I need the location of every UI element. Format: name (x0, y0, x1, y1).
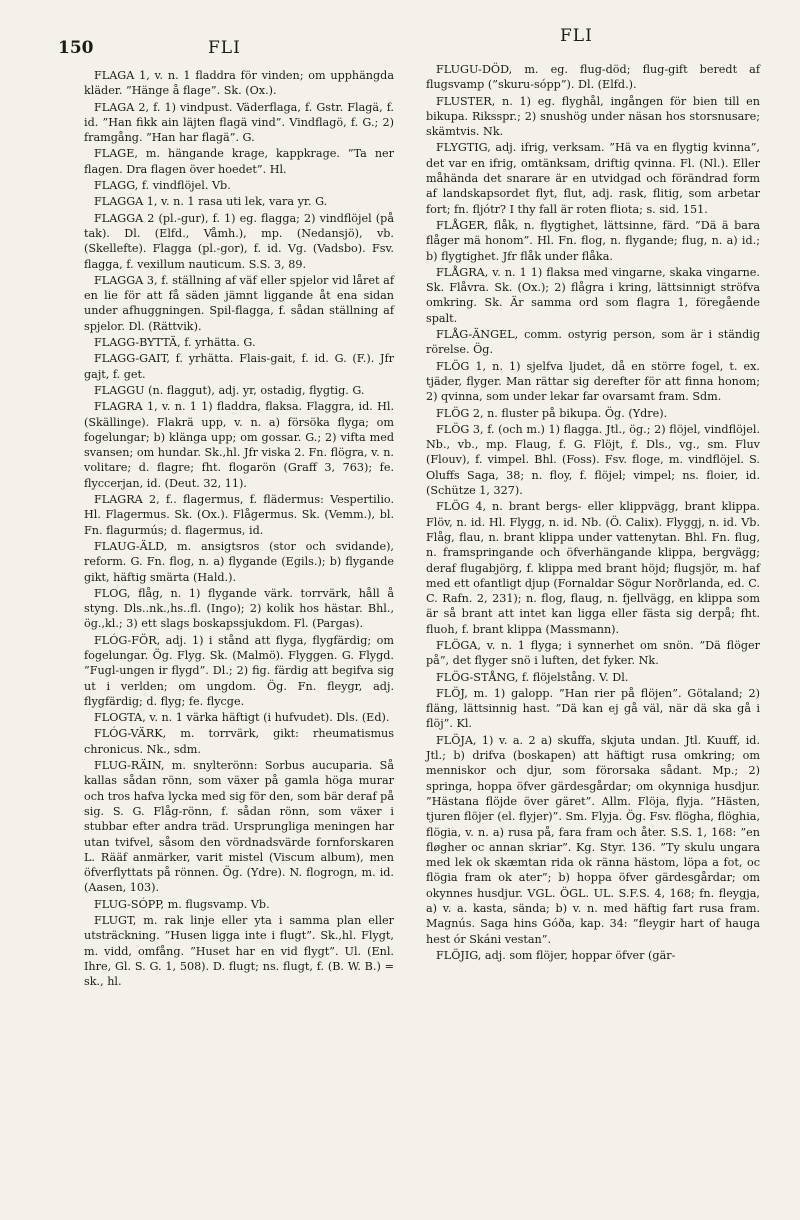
dictionary-entry: FLAGRA 2, f.. flagermus, f. flädermus: Vespertilio. Hl. Flagermus. Sk. (Ox.). Flågermus. Sk. (Vemm.), bl. Fn. flagurmús; d. flagermus, id. (84, 493, 394, 537)
running-headword-left: FLI (208, 38, 241, 58)
dictionary-entry: FLÖJ, m. 1) galopp. ”Han rier på flöjen”. Götaland; 2) fläng, lättsinnig hast. ”Dä kan ej gå väl, när dä ska gå i flöj”. Kl. (426, 686, 760, 731)
dictionary-entry: FLÖG 2, n. fluster på bikupa. Ög. (Ydre). (436, 406, 668, 420)
dictionary-entry: FLÅG-ÄNGEL, comm. ostyrig person, som är i ständig rörelse. Ög. (426, 328, 760, 357)
dictionary-entry: FLÖG-STÅNG, f. flöjelstång. V. Dl. (436, 670, 629, 684)
dictionary-entry: FLUGU-DÖD, m. eg. flug-död; flug-gift beredt af flugsvamp (”skuru-sópp”). Dl. (Elfd.). (426, 63, 760, 92)
dictionary-entry: FLAGGA 1, v. n. 1 rasa uti lek, vara yr. G. (94, 195, 328, 209)
right-column (426, 62, 760, 964)
dictionary-entry: FLÖJA, 1) v. a. 2 a) skuffa, skjuta undan. Jtl. Kuuff, id. Jtl.; b) drifva (boskapen) att häftigt rusa omkring; om menniskor och djur, som förorsaka sådant. Mp.; 2) springa, hoppa öfver gärdesgårdar; om okynniga husdjur. ”Hästana flöjde över gäret”. Allm. Flöja, flyja. ”Hästen, tjuren flöjer (el. flyjer)”. Sm. Flyja. Ög. Fsv. flögha, flöghia, flögia, v. n. a) rusa på, fara fram och åter. S.S. 1, 168: ”en fløgher oc annan skriar”. Kg. Styr. 136. ”Ty skulu ungara med lek ok skæmtan rida ok ränna hästom, löpa a fot, oc flögia fram ok ater”; b) hoppa öfver gärdesgårdar; om okynnes husdjur. VGL. ÖGL. UL. S.F.S. 4, 168; fn. fleygja, a) v. a. kasta, sända; b) v. n. med häftig fart rusa fram. Magnús. Saga hins Góða, kap. 34: ”fleygir hart of hauga hest ór Skáni vestan”. (426, 733, 760, 946)
dictionary-entry: FLÓG-FÖR, adj. 1) i stånd att flyga, flygfärdig; om fogelungar. Ög. Flyg. Sk. (Malmö). Flyggen. G. Flygd. ”Fugl-ungen ir flygd”. Dl.; 2) fig. färdig att begifva sig ut i verlden; om ungdom. Ög. Fn. fleygr, adj. flygfärdig; d. flyg; fe. flycge. (84, 633, 394, 708)
page-number: 150 (58, 38, 94, 58)
dictionary-entry: FLAGRA 1, v. n. 1 1) fladdra, flaksa. Flaggra, id. Hl. (Skällinge). Flakrä upp, v. n. a) försöka flyga; om fogelungar; b) klänga upp; om gossar. G.; 2) vifta med svansen; om hundar. Sk.,hl. Jfr viska 2. Fn. flögra, v. n. volitare; d. flagre; fht. flogarön (Graff 3, 763); fe. flyccerjan, id. (Deut. 32, 11). (84, 400, 394, 490)
dictionary-entry: FLOGTA, v. n. 1 värka häftigt (i hufvudet). Dls. (Ed). (94, 711, 390, 725)
dictionary-entry: FLAGGA 3, f. ställning af väf eller spjelor vid låret af en lie för att få säden jämnt liggande åt ena sidan under afhuggningen. Spil-flagga, f. sådan ställning af spjelor. Dl. (Rättvik). (84, 273, 394, 333)
dictionary-entry: FLAGG-BYTTÄ, f. yrhätta. G. (94, 336, 256, 350)
dictionary-entry: FLAGA 1, v. n. 1 fladdra för vinden; om upphängda kläder. ”Hänge å flage”. Sk. (Ox.). (84, 69, 394, 98)
left-column (84, 68, 394, 991)
dictionary-entry: FLÖG 4, n. brant bergs- eller klippvägg, brant klippa. Flöv, n. id. Hl. Flygg, n. id. Nb. (Ö. Calix). Flyggj, n. id. Vb. Flåg, flau, n. brant klippa under vattenytan. Bhl. Fn. flug, n. framspringande och öfverhängande klippa, bergvägg; deraf flugabjörg, f. klippa med brant höjd; flugsjör, m. haf med ett ofantligt djup (Fornaldar Sögur Norðrlanda, ed. C. C. Rafn. 2, 231); n. flog, flaug, n. fjellvägg, en klippa som är så brant att intet kan ligga eller fästa sig derpå; fht. fluoh, f. brant klippa (Massmann). (426, 500, 760, 636)
dictionary-entry: FLAGGU (n. flaggut), adj. yr, ostadig, flygtig. G. (94, 383, 365, 397)
dictionary-entry: FLUG-RÄIN, m. snylterönn: Sorbus aucuparia. Så kallas sådan rönn, som växer på gamla höga murar och tros hafva lycka med sig för den, som bär deraf på sig. S. G. Flåg-rönn, f. sådan rönn, som växer i stubbar efter andra träd. Ursprungliga meningen har utan tvifvel, såsom den vördnadsvärde fornforskaren L. Rääf anmärker, varit mistel (Viscum album), men öfverflyttats på rönnen. Ög. (Ydre). N. flogrogn, m. id. (Aasen, 103). (84, 759, 394, 895)
dictionary-entry: FLÖG 1, n. 1) sjelfva ljudet, då en större fogel, t. ex. tjäder, flyger. Man rättar sig derefter för att finna honom; 2) qvinna, som under lekar far ovarsamt fram. Sdm. (426, 359, 760, 404)
dictionary-entry: FLUGT, m. rak linje eller yta i samma plan eller utsträckning. ”Husen ligga inte i flugt”. Sk.,hl. Flygt, m. vidd, omfång. ”Huset har en vid flygt”. Ul. (Enl. Ihre, Gl. S. G. 1, 508). D. flugt; ns. flugt, f. (B. W. B.) = sk., hl. (84, 914, 394, 989)
dictionary-entry: FLAGA 2, f. 1) vindpust. Väderflaga, f. Gstr. Flagä, f. id. ”Han fikk ain läjten flagä vind”. Vindflagö, f. G.; 2) framgång. ”Han har flagä”. G. (84, 100, 394, 145)
dictionary-entry: FLÖGA, v. n. 1 flyga; i synnerhet om snön. ”Dä flöger på”, det flyger snö i luften, det fyker. Nk. (426, 638, 760, 668)
dictionary-entry: FLAGE, m. hängande krage, kappkrage. ”Ta ner flagen. Dra flagen över hoedet”. Hl. (84, 147, 394, 176)
dictionary-entry: FLÅGRA, v. n. 1 1) flaksa med vingarne, skaka vingarne. Sk. Flåvra. Sk. (Ox.); 2) flågra i kring, lättsinnigt ströfva omkring. Sk. Är samma ord som flagra 1, föregående spalt. (426, 265, 760, 325)
dictionary-entry: FLÅGER, flåk, n. flygtighet, lättsinne, färd. ”Dä ä bara flåger mä honom”. Hl. Fn. flog, n. flygande; flug, n. a) id.; b) flygtighet. Jfr flåk under flåka. (426, 218, 760, 263)
dictionary-entry: FLÖG 3, f. (och m.) 1) flagga. Jtl., ög.; 2) flöjel, vindflöjel. Nb., vb., mp. Flaug, f. G. Flöjt, f. Dls., vg., sm. Fluv (Flouv), f. vimpel. Bhl. (Foss). Fsv. floge, m. vindflöjel. S. Oluffs Saga, 38; n. floy, f. flöjel; vimpel; ns. floier, id. (Schütze 1, 327). (426, 422, 760, 498)
dictionary-entry: FLYGTIG, adj. ifrig, verksam. ”Hä va en flygtig kvinna”, det var en ifrig, omtänksam, driftig qvinna. Fl. (Nl.). Eller måhända det snarare är en utvidgad och förändrad form af landskapsordet flyt, flut, adj. rask, flitig, som arbetar fort; fn. fljótr? I thy fall är roten fliota; s. sid. 151. (426, 141, 760, 216)
running-headword-right: FLI (560, 26, 593, 46)
dictionary-entry: FLÖJIG, adj. som flöjer, hoppar öfver (gär- (436, 948, 676, 962)
dictionary-entry: FLAGG-GAIT, f. yrhätta. Flais-gait, f. id. G. (F.). Jfr gajt, f. get. (84, 352, 394, 381)
dictionary-entry: FLUSTER, n. 1) eg. flyghål, ingången för bien till en bikupa. Riksspr.; 2) snushög under näsan hos storsnusare; skämtvis. Nk. (426, 94, 760, 139)
dictionary-entry: FLAUG-ÄLD, m. ansigtsros (stor och svidande), reform. G. Fn. flog, n. a) flygande (Egils.); b) flygande gikt, häftig smärta (Hald.). (84, 539, 394, 584)
dictionary-entry: FLAGGA 2 (pl.-gur), f. 1) eg. flagga; 2) vindflöjel (på tak). Dl. (Elfd., Våmh.), mp. (Nedansjö), vb. (Skellefte). Flagga (pl.-gor), f. id. Vg. (Vadsbo). Fsv. flagga, f. vexillum nauticum. S.S. 3, 89. (84, 211, 394, 271)
dictionary-entry: FLÓG-VÄRK, m. torrvärk, gikt: rheumatismus chronicus. Nk., sdm. (84, 727, 394, 756)
dictionary-entry: FLUG-SÓPP, m. flugsvamp. Vb. (94, 897, 270, 911)
dictionary-entry: FLOG, flåg, n. 1) flygande värk. torrvärk, håll å styng. Dls..nk.,hs..fl. (Ingo); 2) kolik hos hästar. Bhl., ög.,kl.; 3) ett slags boskapssjukdom. Fl. (Pargas). (84, 586, 394, 631)
dictionary-entry: FLAGG, f. vindflöjel. Vb. (94, 179, 231, 193)
